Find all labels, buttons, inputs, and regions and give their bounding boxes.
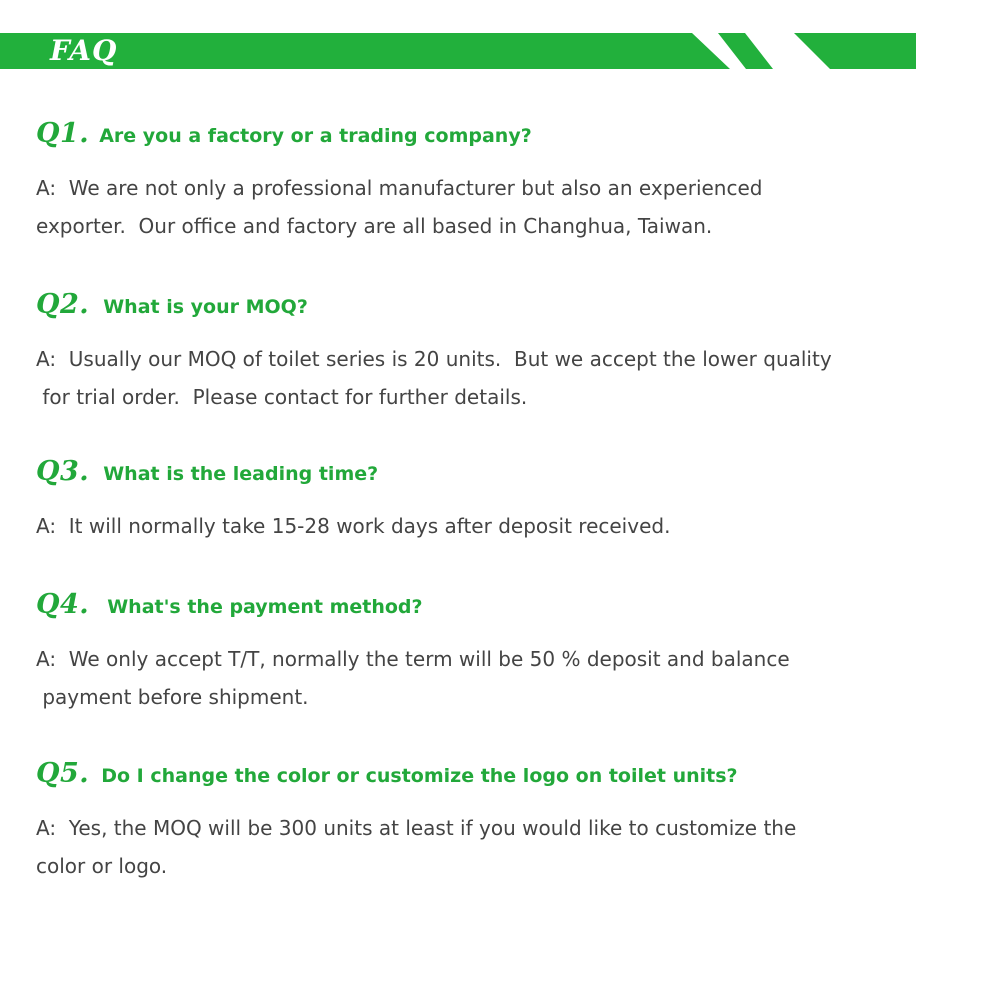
answer-text: [36, 340, 936, 416]
question-number: Q3.: [36, 456, 90, 487]
answer-text: [36, 809, 936, 885]
answer-line: A: Usually our MOQ of toilet series is 20 units. But we accept the lower quality: [36, 347, 832, 371]
question-number: Q4.: [36, 589, 90, 620]
faq-item-3: [36, 456, 936, 545]
question-number: Q2.: [36, 289, 90, 320]
faq-item-1: [36, 118, 936, 245]
question-line: [36, 758, 936, 789]
answer-text: [36, 169, 936, 245]
answer-line: color or logo.: [36, 854, 168, 878]
banner-title: FAQ: [50, 34, 118, 67]
faq-banner: [0, 33, 916, 69]
answer-line: A: Yes, the MOQ will be 300 units at least if you would like to customize the: [36, 816, 797, 840]
faq-item-2: [36, 289, 936, 416]
banner-stripes-graphic: [0, 33, 916, 69]
question-number: Q5.: [36, 758, 90, 789]
question-text: Are you a factory or a trading company?: [99, 125, 532, 147]
question-line: [36, 289, 936, 320]
question-line: [36, 118, 936, 149]
question-line: [36, 456, 936, 487]
answer-line: for trial order. Please contact for further details.: [36, 385, 528, 409]
answer-line: A: It will normally take 15-28 work days after deposit received.: [36, 514, 671, 538]
question-number: Q1.: [36, 118, 90, 149]
answer-line: A: We are not only a professional manufacturer but also an experienced: [36, 176, 763, 200]
question-text: Do I change the color or customize the logo on toilet units?: [101, 765, 738, 787]
question-text: What is the leading time?: [103, 463, 379, 485]
question-text: What's the payment method?: [107, 596, 423, 618]
answer-line: payment before shipment.: [36, 685, 309, 709]
faq-item-5: [36, 758, 936, 885]
answer-line: A: We only accept T/T, normally the term will be 50 % deposit and balance: [36, 647, 790, 671]
answer-line: exporter. Our office and factory are all based in Changhua, Taiwan.: [36, 214, 713, 238]
question-text: What is your MOQ?: [103, 296, 308, 318]
faq-item-4: [36, 589, 936, 716]
answer-text: [36, 640, 936, 716]
answer-text: [36, 507, 936, 545]
question-line: [36, 589, 936, 620]
